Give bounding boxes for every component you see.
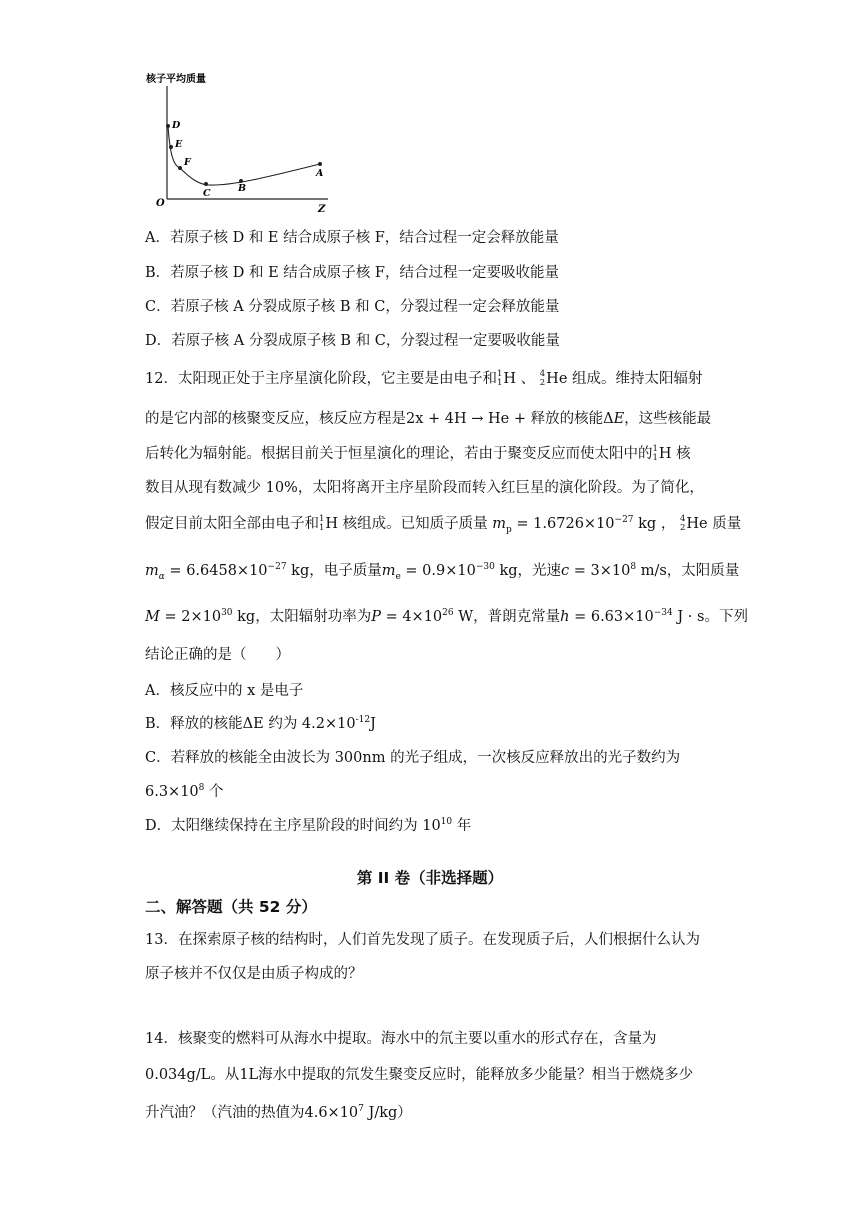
q12-option-c-line-1: C．若释放的核能全由波长为 300nm 的光子组成，一次核反应释放出的光子数约为	[145, 750, 681, 766]
q12-line-5: 假定目前太阳全部由电子和 1 1 H 核组成。已知质子质量 $m_p = 1.6726\times 10^{-27}$ kg ， 4 2 He 质量	[145, 514, 742, 535]
q12-option-d: D．太阳继续保持在主序星阶段的时间约为 $10^{10}$ 年	[145, 817, 472, 834]
q11-option-c: C．若原子核 A 分裂成原子核 B 和 C，分裂过程一定会释放能量	[145, 299, 560, 315]
point-C	[204, 182, 208, 186]
q12-line-6: $m_\alpha = 6.6458\times 10^{-27}$ kg，电子质量$m_e = 0.9\times 10^{-30}$ kg，光速$c = 3\times 10^8$ m/s，太阳质量	[145, 562, 740, 582]
binding-curve-figure	[140, 66, 340, 216]
curve	[168, 126, 320, 185]
origin-label: O	[156, 198, 165, 209]
label-D: D	[172, 120, 181, 131]
q12-option-c-line-2: $6.3\times 10^8$ 个	[145, 783, 224, 800]
label-F: F	[184, 157, 191, 168]
point-D	[166, 124, 170, 128]
q11-option-a: A．若原子核 D 和 E 结合成原子核 F，结合过程一定会释放能量	[145, 230, 559, 246]
label-C: C	[203, 188, 211, 199]
q12-line-7: $M = 2\times 10^{30}$ kg，太阳辐射功率为$P = 4\times 10^{26}$ W，普朗克常量$h = 6.63\times 10^{-34}$ J · s。下列	[145, 608, 748, 625]
q13-line-1: 13．在探索原子核的结构时，人们首先发现了质子。在发现质子后，人们根据什么认为	[145, 932, 700, 948]
part-title: 二、解答题（共 52 分）	[145, 898, 317, 916]
figure-ylabel: 核子平均质量	[146, 74, 206, 85]
q14-line-1: 14．核聚变的燃料可从海水中提取。海水中的氘主要以重水的形式存在，含量为	[145, 1031, 657, 1047]
q14-line-3: 升汽油？（汽油的热值为$4.6\times 10^7$ J/kg）	[145, 1104, 412, 1121]
q12-line-4: 数目从现有数减少 10%，太阳将离开主序星阶段而转入红巨星的演化阶段。为了简化，	[145, 480, 704, 496]
label-E: E	[175, 139, 183, 150]
q12-line-1: 12．太阳现正处于主序星演化阶段，它主要是由电子和 1 1 H 、 4 2 He 组成。维持太阳辐射	[145, 369, 703, 388]
q14-line-2: 0.034g/L。从1L海水中提取的氘发生聚变反应时，能释放多少能量？相当于燃烧多少	[145, 1067, 694, 1083]
q12-option-a: A．核反应中的 x 是电子	[145, 683, 304, 699]
label-B: B	[238, 183, 247, 194]
reaction-equation: 2x + 4H → He + 释放的核能Δ	[406, 411, 614, 427]
q12-option-b: B．释放的核能ΔE 约为 $4.2\times 10^{-12}J$	[145, 715, 376, 732]
q13-line-2: 原子核并不仅仅是由质子构成的？	[145, 966, 363, 982]
point-A	[318, 162, 322, 166]
q11-option-b: B．若原子核 D 和 E 结合成原子核 F，结合过程一定要吸收能量	[145, 265, 559, 281]
section-title: 第 II 卷（非选择题）	[356, 869, 504, 887]
q12-line-8: 结论正确的是（ ）	[145, 647, 290, 663]
point-E	[169, 145, 173, 149]
q11-option-d: D．若原子核 A 分裂成原子核 B 和 C，分裂过程一定要吸收能量	[145, 333, 560, 349]
label-A: A	[316, 168, 324, 179]
x-axis-label: Z	[318, 204, 326, 215]
point-F	[178, 166, 182, 170]
q12-line-3: 后转化为辐射能。根据目前关于恒星演化的理论，若由于聚变反应而使太阳中的 1 1 H 核	[145, 444, 691, 463]
q12-line-2: 的是它内部的核聚变反应，核反应方程是2x + 4H → He + 释放的核能ΔE，这些核能最	[145, 411, 712, 427]
